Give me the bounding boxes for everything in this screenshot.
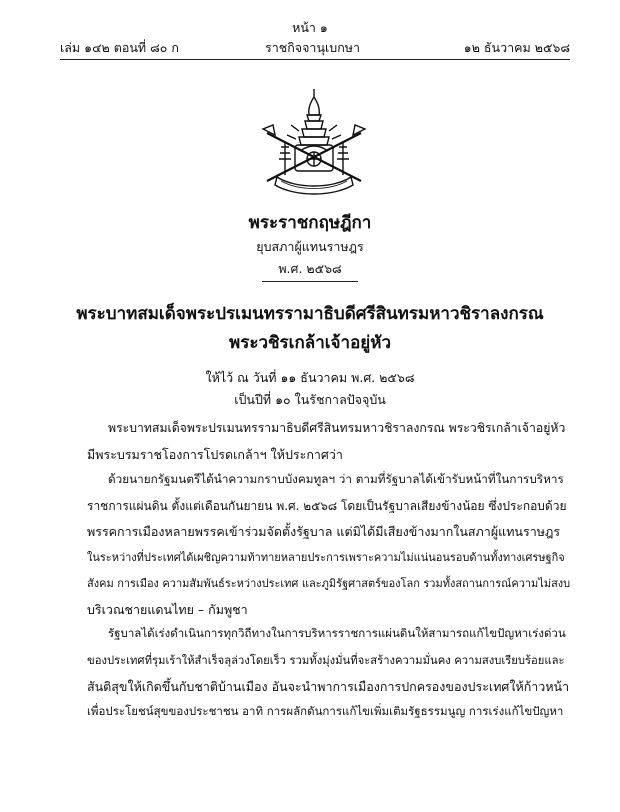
body-line: ราชการแผ่นดิน ตั้งแต่เดือนกันยายน พ.ศ. ๒๕๖๘ โดยเป็นรัฐบาลเสียงข้างน้อย ซึ่งประกอบด้วย (87, 499, 567, 513)
decree-title: พระราชกฤษฎีกา (248, 213, 372, 233)
decree-subject: ยุบสภาผู้แทนราษฎร (256, 239, 364, 254)
title-rule (262, 281, 358, 282)
body-line: มีพระบรมราชโองการโปรดเกล้าฯ ให้ประกาศว่า (87, 447, 343, 462)
king-name-line-1: พระบาทสมเด็จพระปรเมนทรรามาธิบดีศรีสินทรมหาวชิราลงกรณ (76, 304, 544, 324)
volume-issue: เล่ม ๑๔๒ ตอนที่ ๘๐ ก (60, 40, 179, 55)
body-line: เพื่อประโยชน์สุขของประชาชน อาทิ การผลักดันการแก้ไขเพิ่มเติมรัฐธรรมนูญ การเร่งแก้ไขปัญหา (87, 704, 564, 718)
body-line: พระบาทสมเด็จพระปรเมนทรรามาธิบดีศรีสินทรมหาวชิราลงกรณ พระวชิรเกล้าเจ้าอยู่หัว (108, 421, 566, 435)
gazette-name: ราชกิจจานุเบกษา (265, 40, 361, 55)
body-line: สันติสุขให้เกิดขึ้นกับชาติบ้านเมือง อันจะนำพาการเมืองการปกครองของประเทศให้ก้าวหน้า (87, 679, 570, 694)
body-line: รัฐบาลได้เร่งดำเนินการทุกวิถีทางในการบริหารราชการแผ่นดินให้สามารถแก้ไขปัญหาเร่งด่วน (108, 626, 566, 640)
royal-crown-emblem-icon (255, 85, 373, 197)
body-line: ด้วยนายกรัฐมนตรีได้นำความกราบบังคมทูลฯ ว่า ตามที่รัฐบาลได้เข้ารับหน้าที่ในการบริหาร (108, 472, 564, 486)
body-line: พรรคการเมืองหลายพรรคเข้าร่วมจัดตั้งรัฐบาล แต่มิได้มีเสียงข้างมากในสภาผู้แทนราษฎร (87, 524, 561, 539)
decree-year: พ.ศ. ๒๕๖๘ (278, 261, 342, 276)
header-rule (60, 59, 570, 60)
body-line: ในระหว่างที่ประเทศได้เผชิญความท้าทายหลายประการเพราะความไม่แน่นอนรอบด้านทั้งทางเศรษฐกิจ (87, 551, 565, 564)
reign-year: เป็นปีที่ ๑๐ ในรัชกาลปัจจุบัน (234, 392, 386, 407)
publish-date: ๑๒ ธันวาคม ๒๕๖๘ (463, 40, 570, 55)
body-line: บริเวณชายแดนไทย – กัมพูชา (87, 602, 248, 617)
given-date: ให้ไว้ ณ วันที่ ๑๑ ธันวาคม พ.ศ. ๒๕๖๘ (205, 370, 415, 385)
gazette-header (60, 38, 570, 56)
body-line: ของประเทศที่รุมเร้าให้สำเร็จลุล่วงโดยเร็ว รวมทั้งมุ่งมั่นที่จะสร้างความมั่นคง ความสงบเรียบร้อยและ (87, 654, 565, 667)
page-number: หน้า ๑ (292, 20, 328, 35)
king-name-line-2: พระวชิรเกล้าเจ้าอยู่หัว (229, 333, 391, 353)
body-line: สังคม การเมือง ความสัมพันธ์ระหว่างประเทศ และภูมิรัฐศาสตร์ของโลก รวมทั้งสถานการณ์ความไม่สงบ (87, 577, 570, 590)
